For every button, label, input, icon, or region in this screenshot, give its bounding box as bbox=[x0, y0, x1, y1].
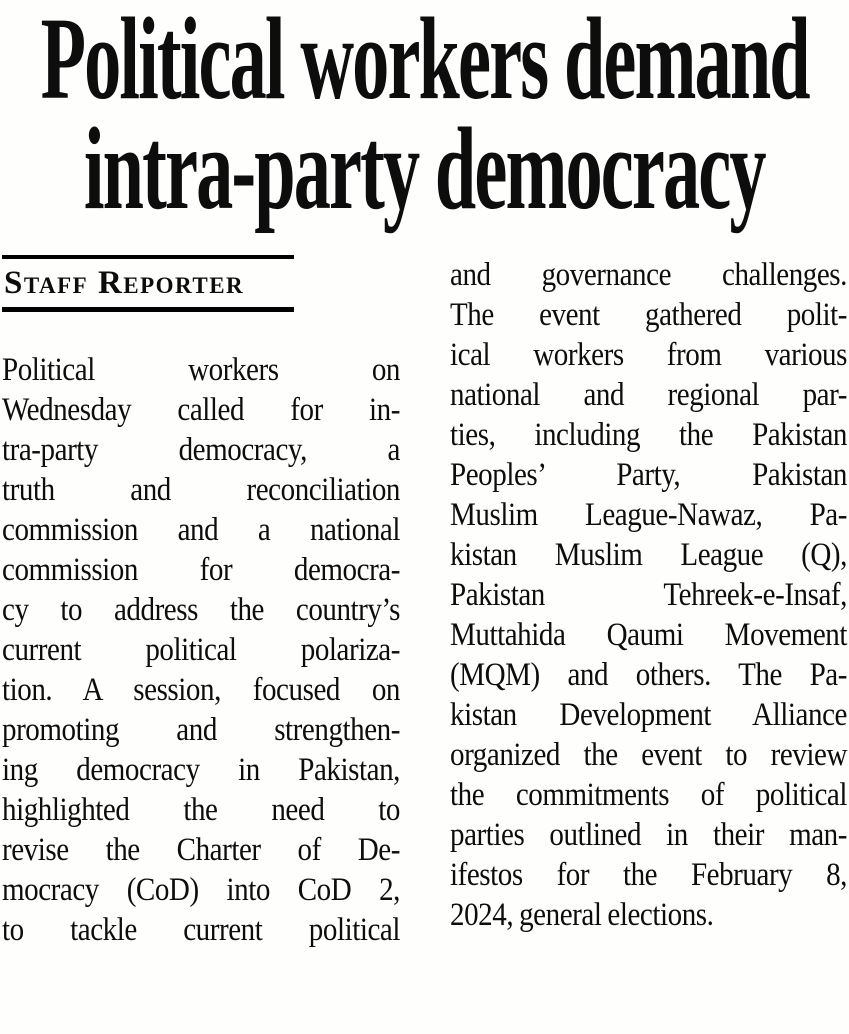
column-right-lines bbox=[450, 255, 847, 935]
headline-text: intra-party democracy bbox=[84, 103, 765, 234]
article-column-right bbox=[450, 255, 847, 950]
article-body bbox=[2, 255, 847, 950]
article-line: Pakistan Tehreek-e-Insaf, bbox=[450, 577, 847, 613]
article-line: the commitments of political bbox=[450, 777, 847, 813]
article-line: The event gathered polit- bbox=[450, 297, 847, 333]
article-line: tion. A session, focused on bbox=[2, 672, 400, 708]
headline-line-1 bbox=[0, 0, 849, 124]
article-line: (MQM) and others. The Pa- bbox=[450, 657, 847, 693]
article-line: parties outlined in their man- bbox=[450, 817, 847, 853]
byline bbox=[2, 255, 294, 312]
headline-text: Political workers demand bbox=[40, 0, 809, 124]
article-line: Wednesday called for in- bbox=[2, 392, 400, 428]
article-line: current political polariza- bbox=[2, 632, 400, 668]
article-line: truth and reconciliation bbox=[2, 472, 400, 508]
article-line: Muslim League-Nawaz, Pa- bbox=[450, 497, 847, 533]
article-line: ties, including the Pakistan bbox=[450, 417, 847, 453]
byline-text: Staff Reporter bbox=[4, 265, 245, 301]
article-line: Muttahida Qaumi Movement bbox=[450, 617, 847, 653]
headline-line-2 bbox=[0, 103, 849, 234]
article-line: kistan Development Alliance bbox=[450, 697, 847, 733]
article-column-left bbox=[2, 255, 400, 950]
article-line: mocracy (CoD) into CoD 2, bbox=[2, 872, 400, 908]
article-line: commission for democra- bbox=[2, 552, 400, 588]
article-line: 2024, general elections. bbox=[450, 897, 714, 933]
byline-rule-bottom bbox=[2, 307, 294, 312]
article-line: kistan Muslim League (Q), bbox=[450, 537, 847, 573]
article-line: highlighted the need to bbox=[2, 792, 400, 828]
article-line: tra-party democracy, a bbox=[2, 432, 400, 468]
article-line: cy to address the country’s bbox=[2, 592, 400, 628]
article-line: to tackle current political bbox=[2, 912, 400, 948]
article-line: ifestos for the February 8, bbox=[450, 857, 847, 893]
article-line: promoting and strengthen- bbox=[2, 712, 400, 748]
headline bbox=[0, 0, 849, 234]
article-line: and governance challenges. bbox=[450, 257, 847, 293]
article-line: ical workers from various bbox=[450, 337, 847, 373]
article-line: organized the event to review bbox=[450, 737, 847, 773]
article-line: commission and a national bbox=[2, 512, 400, 548]
article-line: national and regional par- bbox=[450, 377, 847, 413]
article-line: Political workers on bbox=[2, 352, 400, 388]
column-left-lines bbox=[2, 350, 400, 950]
article-line: revise the Charter of De- bbox=[2, 832, 400, 868]
article-line: Peoples’ Party, Pakistan bbox=[450, 457, 847, 493]
article-line: ing democracy in Pakistan, bbox=[2, 752, 400, 788]
